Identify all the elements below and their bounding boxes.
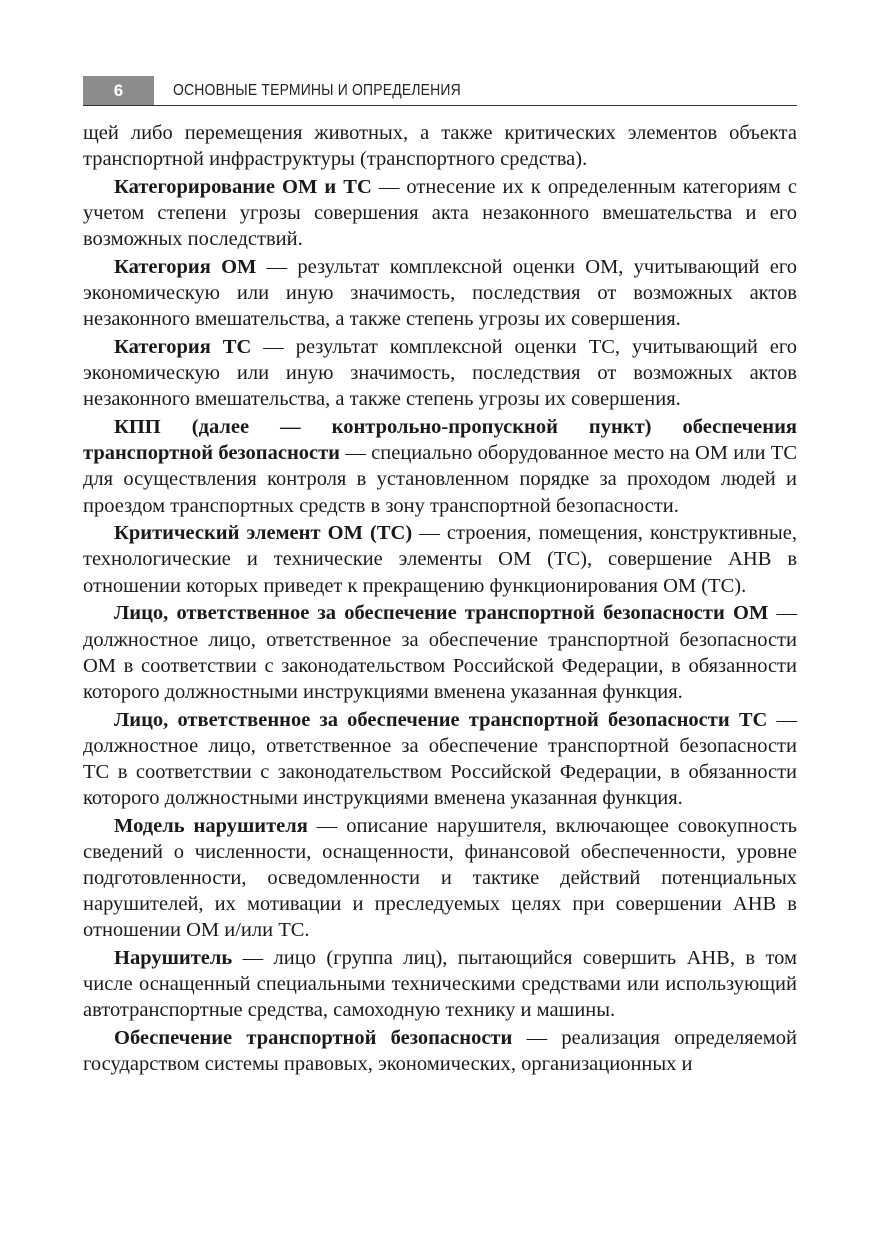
definition-text: — результат комплексной оценки ОМ, учитывающий его экономическую или иную значимость, последствия от возможных актов незаконного вмешательства, а также степень угрозы их совершения. bbox=[83, 256, 797, 331]
definition-text: — реализация определяемой государством системы правовых, экономических, организационных и bbox=[83, 1027, 797, 1076]
definition-text: — отнесение их к определенным категориям с учетом степени угрозы совершения акта незаконного вмешательства и его возможных последствий. bbox=[83, 175, 797, 251]
term: Нарушитель bbox=[114, 947, 233, 970]
definition-paragraph bbox=[83, 520, 797, 598]
running-title: ОСНОВНЫЕ ТЕРМИНЫ И ОПРЕДЕЛЕНИЯ bbox=[173, 82, 461, 99]
term: Лицо, ответственное за обеспечение транспортной безопасности ТС bbox=[114, 708, 768, 731]
body-text bbox=[83, 120, 797, 1079]
term: Лицо, ответственное за обеспечение транспортной безопасности ОМ bbox=[114, 602, 769, 625]
term: Модель нарушителя bbox=[114, 814, 308, 837]
term: Категория ТС bbox=[114, 336, 252, 359]
definition-text: — строения, помещения, конструктивные, технологические и технические элементы ОМ (ТС), совершение АНВ в отношении которых приведет к прекращению функционирования ОМ (ТС). bbox=[83, 522, 797, 597]
definition-paragraph bbox=[83, 174, 797, 252]
definition-paragraph bbox=[83, 600, 797, 704]
definition-text: — описание нарушителя, включающее совокупность сведений о численности, оснащенности, финансовой обеспеченности, уровне подготовленности, осведомленности и тактике действий потенциальных нарушителей, их мотивации и преследуемых целях при совершении АНВ в отношении ОМ и/или ТС. bbox=[83, 814, 798, 942]
term: Критический элемент ОМ (ТС) bbox=[114, 522, 413, 545]
definition-paragraph bbox=[83, 1025, 797, 1077]
definition-text: — лицо (группа лиц), пытающийся совершить АНВ, в том числе оснащенный специальными техническими средствами или использующий автотранспортные средства, самоходную технику и машины. bbox=[83, 947, 797, 1022]
definition-paragraph bbox=[83, 334, 797, 412]
definition-text: — результат комплексной оценки ТС, учитывающий его экономическую или иную значимость, последствия от возможных актов незаконного вмешательства, а также степень угрозы их совершения. bbox=[83, 336, 798, 411]
paragraph-continuation bbox=[83, 120, 797, 172]
definition-paragraph bbox=[83, 707, 797, 811]
definition-paragraph bbox=[83, 945, 797, 1023]
definition-paragraph bbox=[83, 414, 797, 518]
definition-text: — должностное лицо, ответственное за обеспечение транспортной безопасности ТС в соответствии с законодательством Российской Федерации, в обязанности которого должностными инструкциями вменена указанная функция. bbox=[83, 708, 797, 809]
term: КПП (далее — контрольно-пропускной пункт) обеспечения транспортной безопасности bbox=[83, 416, 797, 465]
definition-text: — специально оборудованное место на ОМ или ТС для осуществления контроля в установленном порядке за проходом людей и проездом транспортных средств в зону транспортной безопасности. bbox=[83, 442, 797, 517]
definition-text: щей либо перемещения животных, а также критических элементов объекта транспортной инфраструктуры (транспортного средства). bbox=[83, 122, 797, 171]
page-header bbox=[83, 76, 797, 106]
definition-paragraph bbox=[83, 813, 797, 943]
term: Категория ОМ bbox=[114, 256, 257, 279]
term: Категорирование ОМ и ТС bbox=[114, 175, 372, 198]
definition-text: — должностное лицо, ответственное за обеспечение транспортной безопасности ОМ в соответствии с законодательством Российской Федерации, в обязанности которого должностными инструкциями вменена указанная функция. bbox=[83, 602, 798, 703]
definition-paragraph bbox=[83, 254, 797, 332]
term: Обеспечение транспортной безопасности bbox=[114, 1027, 513, 1050]
page-number: 6 bbox=[83, 76, 154, 105]
